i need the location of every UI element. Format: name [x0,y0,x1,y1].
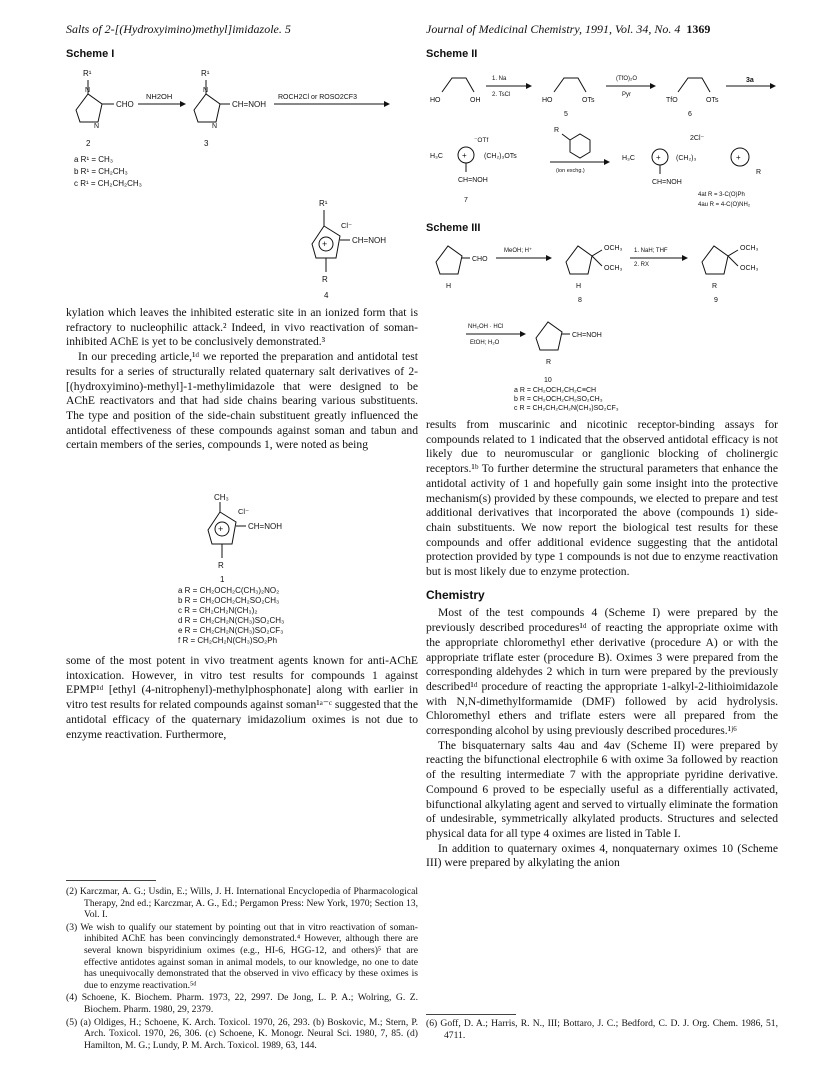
section-heading-chemistry: Chemistry [426,587,485,602]
svg-text:+: + [462,151,467,160]
svg-text:R¹: R¹ [201,69,210,78]
svg-text:OCH₃: OCH₃ [740,245,759,252]
sub-c: c R = CH₂CH₂N(CH₃)₂ [178,606,258,615]
svg-text:N: N [85,87,91,94]
running-header-left: Salts of 2-[(Hydroxyimino)methyl]imidazole. 5 [66,22,291,36]
step-tscl: 2. TsCl [492,92,511,98]
svg-text:+: + [656,153,661,162]
cmpd-4au-label: 4au R = 4-C(O)NH₂ [698,202,751,208]
cmpd-10-number: 10 [544,377,552,384]
svg-text:OTs: OTs [582,97,595,104]
sub-c: c R¹ = CH₂CH₂CH₃ [74,179,142,188]
reagent-3a: 3a [746,77,754,84]
footnotes-right [426,1018,778,1042]
reagent-nah: 1. NaH; THF [634,248,668,254]
scheme-1-title: Scheme I [66,48,115,60]
svg-text:CH=NOH: CH=NOH [352,236,387,245]
svg-text:R: R [554,127,560,134]
step-na: 1. Na [492,76,507,82]
paragraph: kylation which leaves the inhibited esteratic site in an ionized form that is refractory to nucleophilic attack.² Indeed, in vivo reactivation of soman-inhibited AChE is yet to be conclusively demonstrated.³ [66,306,418,349]
reagent-meoh: MeOH; H⁺ [504,248,533,254]
paragraph: In our preceding article,¹ᵈ we reported the preparation and antidotal test results for a series of structurally related quaternary salt derivatives of 2-[(hydroxyimino)-methyl]-1-methylimidazole that were designed to be AChE reactivators and that had side chains bearing various substituents. The type and position of the side-chain substituent greatly influenced the antidotal effectiveness of these compounds against soman and tabun and certain members of the series, compounds 1, were noted as being [66,350,418,452]
reagent-nh2oh: NH2OH [146,92,173,101]
ion-exchange-label: (ion exchg.) [556,168,585,174]
svg-text:H: H [576,283,582,290]
svg-text:OTs: OTs [706,97,719,104]
paragraph: In addition to quaternary oximes 4, nonquaternary oximes 10 (Scheme III) were prepared by alkylating the anion [426,841,778,870]
svg-text:CH=NOH: CH=NOH [652,179,682,186]
svg-text:OCH₃: OCH₃ [740,265,759,272]
compound-3-structure [194,69,266,130]
cmpd-7-number: 7 [464,197,468,204]
svg-text:2Cl⁻: 2Cl⁻ [690,135,705,142]
footnote: (6) Goff, D. A.; Harris, R. N., III; Bottaro, J. C.; Bedford, C. D. J. Org. Chem. 1986, 51, 4711. [426,1018,778,1041]
svg-text:HO: HO [430,97,441,104]
svg-text:TfO: TfO [666,97,678,104]
cmpd-1-number: 1 [220,575,225,584]
svg-text:N: N [212,123,218,130]
scheme-1-figure [66,62,418,302]
sub-b: b R = CH₂OCH₂CH₂SO₂CH₃ [514,396,603,403]
cmpd-4-number: 4 [324,291,329,300]
r1-label: R¹ [83,69,92,78]
cmpd-9-number: 9 [714,297,718,304]
compound-1-substituents [178,586,284,646]
footnote: (2) Karczmar, A. G.; Usdin, E.; Wills, J. H. International Encyclopedia of Pharmacological Therapy, 2nd ed.; Karczmar, A. G., Ed.; Pergamon Press: New York, 1970; Section 13, Vol. I. [66,886,418,921]
cmpd-6-number: 6 [688,111,692,118]
cmpd-8-number: 8 [578,297,582,304]
footnote: (5) (a) Oldiges, H.; Schoene, K. Arch. Toxicol. 1970, 26, 293. (b) Boskovic, M.; Stern, P. Arch. Toxicol. 1970, 26, 306. (c) Schoene, K. Monogr. Neural Sci. 1980, 7, 85. (d) Hamilton, M. G.; Lundy, P. M. Arch. Toxicol. 1989, 63, 144. [66,1016,418,1051]
svg-text:(CH₂)₃OTs: (CH₂)₃OTs [484,153,517,160]
paragraph: some of the most potent in vivo treatment agents known for anti-AChE intoxication. However, in vitro test results for compounds 1 against EPMP¹ᵈ [ethyl (4-nitrophenyl)-methylphosphonate] along with earlier in vitro test results for related compounds against soman¹ᵃ⁻ᶜ suggested that the antidotal efficacy of the quaternary imidazolium oximes is not due to enzyme reactivation. Furthermore, [66,654,418,741]
cmpd-4at-label: 4at R = 3-C(O)Ph [698,192,745,198]
scheme-3-substituents [514,386,619,413]
paragraph: Most of the test compounds 4 (Scheme I) were prepared by the previously described procedures¹ᵈ of reacting the appropriate oxime with the appropriate chloromethyl ether derivative (procedure A) or with the appropriate triflate ester (procedure B). Oximes 3 were prepared from the corresponding aldehydes 2 which in turn were prepared by the previously described¹ᵈ procedure of reacting the appropriate 1-alkyl-2-lithioimidazole with N,N-dimethylformamide (DMF) followed by acid hydrolysis. Chloromethyl ethers and triflate esters were all prepared from the corresponding alcohol by using previously described procedures.¹ʲ⁶ [426,606,778,738]
chnoh-label: CH=NOH [248,522,283,531]
svg-text:CH=NOH: CH=NOH [458,177,488,184]
chnoh-label: CH=NOH [232,100,267,109]
svg-text:H₃C: H₃C [622,155,635,162]
scheme-3-title: Scheme III [426,222,481,234]
sub-e: e R = CH₂CH₂N(CH₃)SO₂CF₃ [178,626,284,635]
svg-text:OCH₃: OCH₃ [604,265,623,272]
reagent-nh2oh-hcl: NH₂OH · HCl [468,324,504,330]
cmpd-5-number: 5 [564,111,568,118]
r-label: R [218,561,224,570]
footnote-rule [426,1014,516,1015]
sub-c: c R = CH₂CH₂CH₂N(CH₃)SO₂CF₃ [514,405,619,412]
sub-a: a R = CH₂OCH₂C(CH₃)₂NO₂ [178,586,280,595]
reagent-etoh: EtOH; H₂O [470,340,500,346]
svg-text:N: N [203,87,209,94]
svg-text:R: R [712,283,718,290]
svg-text:HO: HO [542,97,553,104]
sub-a: a R¹ = CH₃ [74,155,114,164]
footnote: (4) Schoene, K. Biochem. Pharm. 1973, 22, 2997. De Jong, L. P. A.; Wolring, G. Z. Biochem. Pharm. 1980, 29, 2379. [66,992,418,1015]
journal-citation: Journal of Medicinal Chemistry, 1991, Vol. 34, No. 4 [426,22,681,36]
ch3-label: CH₃ [214,493,229,502]
sub-f: f R = CH₂CH₂N(CH₃)SO₂Ph [178,636,278,645]
svg-text:H: H [446,283,452,290]
r-label: R [322,275,328,284]
right-column-text [426,418,778,871]
scheme-2-figure [426,62,778,212]
scheme-3-oxime-figure [426,316,778,386]
cmpd-2-number: 2 [86,139,91,148]
sub-b: b R¹ = CH₂CH₃ [74,167,128,176]
sub-a: a R = CH₂OCH₂CH₂C≡CH [514,387,597,394]
compound-2-structure [76,69,134,130]
page-number: 1369 [686,22,711,36]
paragraph: The bisquaternary salts 4au and 4av (Scheme II) were prepared by reacting the bifunctional electrophile 6 with oxime 3a followed by reaction of the resulting intermediate 7 with the appropriate pyridine derivative. Compound 6 proved to be especially useful as a differentially activated, bifunctional alkylating agent and served to virtually eliminate the formation of undesirable, symmetrically alkylated products. Structures and selected physical data for all type 4 oximes are listed in Table I. [426,738,778,840]
svg-text:+: + [322,239,328,249]
cmpd-3-number: 3 [204,139,209,148]
left-column-bottom [66,654,418,742]
running-header-right [426,22,710,37]
svg-text:H₃C: H₃C [430,153,443,160]
compound-4-structure [312,199,386,300]
svg-text:(CH₂)₃: (CH₂)₃ [676,155,697,162]
svg-text:OH: OH [470,97,481,104]
svg-text:CH=NOH: CH=NOH [572,332,602,339]
svg-text:CHO: CHO [472,256,488,263]
footnote-rule [66,880,156,881]
reagent-tf2o: (TfO)₂O [616,76,637,82]
chloride-label: Cl⁻ [341,221,353,230]
svg-text:R¹: R¹ [319,199,328,208]
left-column-top [66,306,418,453]
footnotes-left [66,886,418,1052]
paragraph: results from muscarinic and nicotinic receptor-binding assays for compounds related to 1 indicated that the observed antidotal efficacy is not likely due to neuromuscular or ganglionic blocking of cholinergic receptors.¹ᵇ To further determine the structural parameters that enhance the antidotal activity of 1 and hopefully gain some insight into the protective mechanism(s) provided by these compounds, we elected to prepare and test additional derivatives that incorporated the above (compounds 1) side-chain substituents. We now report the biological test results for these compounds and offer additional evidence suggesting that the antidotal protection provided by type 1 compounds is not due to enzyme reactivation but is most likely due to enzyme protection. [426,418,778,579]
svg-text:+: + [218,524,224,534]
chloride-label: Cl⁻ [238,507,250,516]
svg-text:N: N [94,123,100,130]
svg-text:⁻OTf: ⁻OTf [474,137,489,144]
reagent-rx: 2. RX [634,262,650,268]
svg-text:R: R [756,169,762,176]
reagent-roch2cl: ROCH2Cl or ROSO2CF3 [278,94,357,101]
svg-text:OCH₃: OCH₃ [604,245,623,252]
cho-label: CHO [116,100,134,109]
footnote: (3) We wish to qualify our statement by pointing out that in vitro reactivation of soman-inhibited AChE has been convincingly demonstrated.⁴ However, although there are several known bispyridinium oximes (e.g., HI-6, HGG-12, and others)⁵ that are effective antidotes against soman in animal models, to our knowledge, no one to date has unequivocally demonstrated that the observed in vivo efficacy by these oximes is due to enzyme reactivation.⁵ᵈ [66,921,418,991]
scheme-2-title: Scheme II [426,48,478,60]
sub-d: d R = CH₂CH₂N(CH₃)SO₂CH₃ [178,616,285,625]
svg-text:R: R [546,359,552,366]
svg-text:+: + [736,153,741,162]
reagent-pyr: Pyr [622,92,631,98]
sub-b: b R = CH₂OCH₂CH₂SO₂CH₃ [178,596,280,605]
